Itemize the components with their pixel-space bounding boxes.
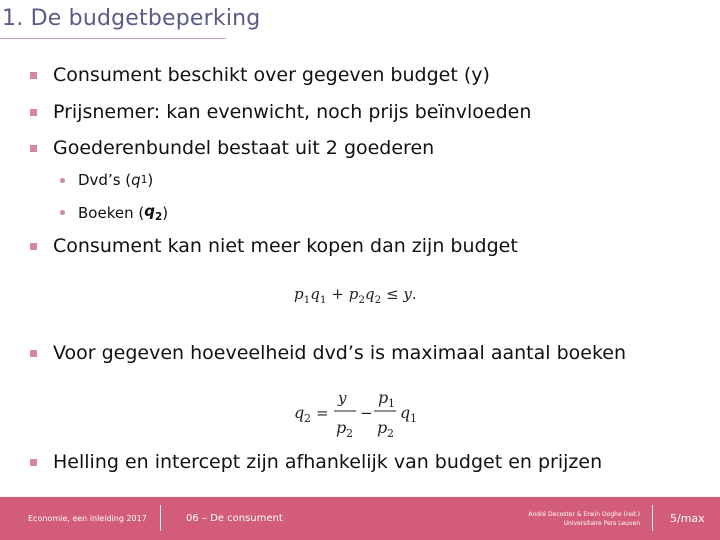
bullet-budget-given bbox=[30, 64, 490, 86]
svg-text:1: 1 bbox=[410, 412, 417, 425]
square-bullet-icon bbox=[30, 243, 37, 250]
bullet-text: Consument beschikt over gegeven budget (y) bbox=[53, 64, 490, 86]
bullet-budget-constraint bbox=[30, 235, 518, 257]
title-underline bbox=[0, 38, 226, 39]
square-bullet-icon bbox=[30, 145, 37, 152]
max-books-formula bbox=[290, 386, 430, 442]
dot-bullet-icon bbox=[60, 210, 65, 215]
bullet-price-taker bbox=[30, 101, 531, 123]
square-bullet-icon bbox=[30, 109, 37, 116]
bullet-text: Helling en intercept zijn afhankelijk van budget en prijzen bbox=[53, 451, 603, 473]
square-bullet-icon bbox=[30, 72, 37, 79]
svg-text:p: p bbox=[336, 418, 347, 437]
formula-lhs: q bbox=[294, 403, 305, 422]
svg-text:q: q bbox=[400, 403, 411, 422]
svg-text:2: 2 bbox=[346, 427, 353, 440]
svg-text:−: − bbox=[360, 404, 373, 422]
sub-bullet-books: Boeken ( $q_2$ ) bbox=[60, 202, 168, 223]
bullet-text: Voor gegeven hoeveelheid dvd’s is maximaal aantal boeken bbox=[53, 342, 627, 364]
footer-book-title: Economie, een inleiding 2017 bbox=[28, 514, 147, 523]
slide-title: 1. De budgetbeperking bbox=[2, 6, 261, 31]
bullet-slope-intercept bbox=[30, 451, 602, 473]
svg-text:p: p bbox=[377, 418, 388, 437]
budget-inequality-formula: $p_1q_1 + p_2q_2 \le y$. bbox=[294, 285, 417, 306]
square-bullet-icon bbox=[30, 350, 37, 357]
square-bullet-icon bbox=[30, 459, 37, 466]
bullet-max-books bbox=[30, 342, 626, 364]
footer-bar bbox=[0, 497, 720, 540]
svg-text:y: y bbox=[338, 389, 347, 407]
svg-text:1: 1 bbox=[388, 397, 395, 410]
footer-page-number: 5/max bbox=[670, 512, 705, 525]
bullet-goods-bundle bbox=[30, 137, 434, 159]
svg-text:2: 2 bbox=[387, 427, 394, 440]
svg-text:=: = bbox=[316, 404, 329, 422]
svg-text:p: p bbox=[378, 388, 389, 407]
footer-separator bbox=[160, 505, 161, 531]
footer-separator bbox=[652, 505, 653, 531]
bullet-text: Consument kan niet meer kopen dan zijn budget bbox=[53, 235, 518, 257]
svg-text:2: 2 bbox=[304, 412, 311, 425]
bullet-text: Prijsnemer: kan evenwicht, noch prijs beïnvloeden bbox=[53, 101, 532, 123]
bullet-text: Goederenbundel bestaat uit 2 goederen bbox=[53, 137, 435, 159]
footer-chapter: 06 – De consument bbox=[186, 513, 283, 524]
sub-bullet-dvds: Dvd’s ( q 1 ) bbox=[60, 171, 153, 189]
footer-authors: André Decoster & Erwin Ooghe (red.) Universitaire Pers Leuven bbox=[528, 510, 640, 527]
dot-bullet-icon bbox=[60, 178, 65, 183]
